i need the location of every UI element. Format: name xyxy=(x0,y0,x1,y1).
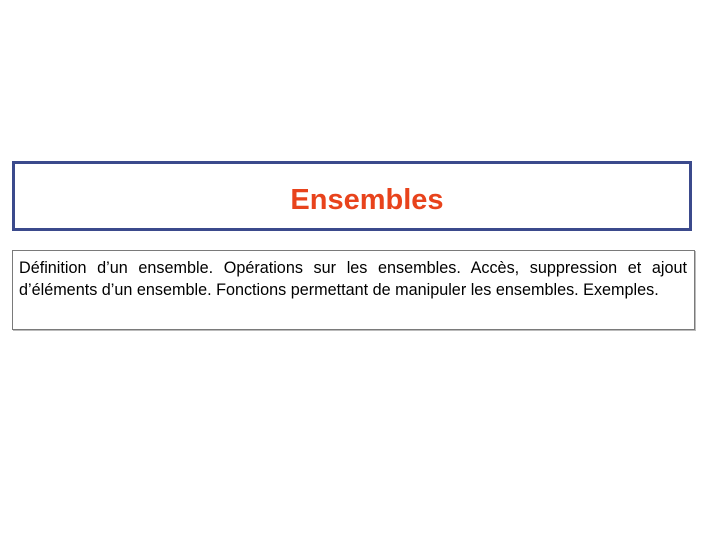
description-text: Définition d’un ensemble. Opérations sur les ensembles. Accès, suppression et ajout d’éléments d’un ensemble. Fonctions permettant de manipuler les ensembles. Exemples. xyxy=(19,259,687,299)
slide-title: Ensembles xyxy=(290,184,444,216)
description-box xyxy=(12,250,695,330)
title-box xyxy=(12,161,692,231)
